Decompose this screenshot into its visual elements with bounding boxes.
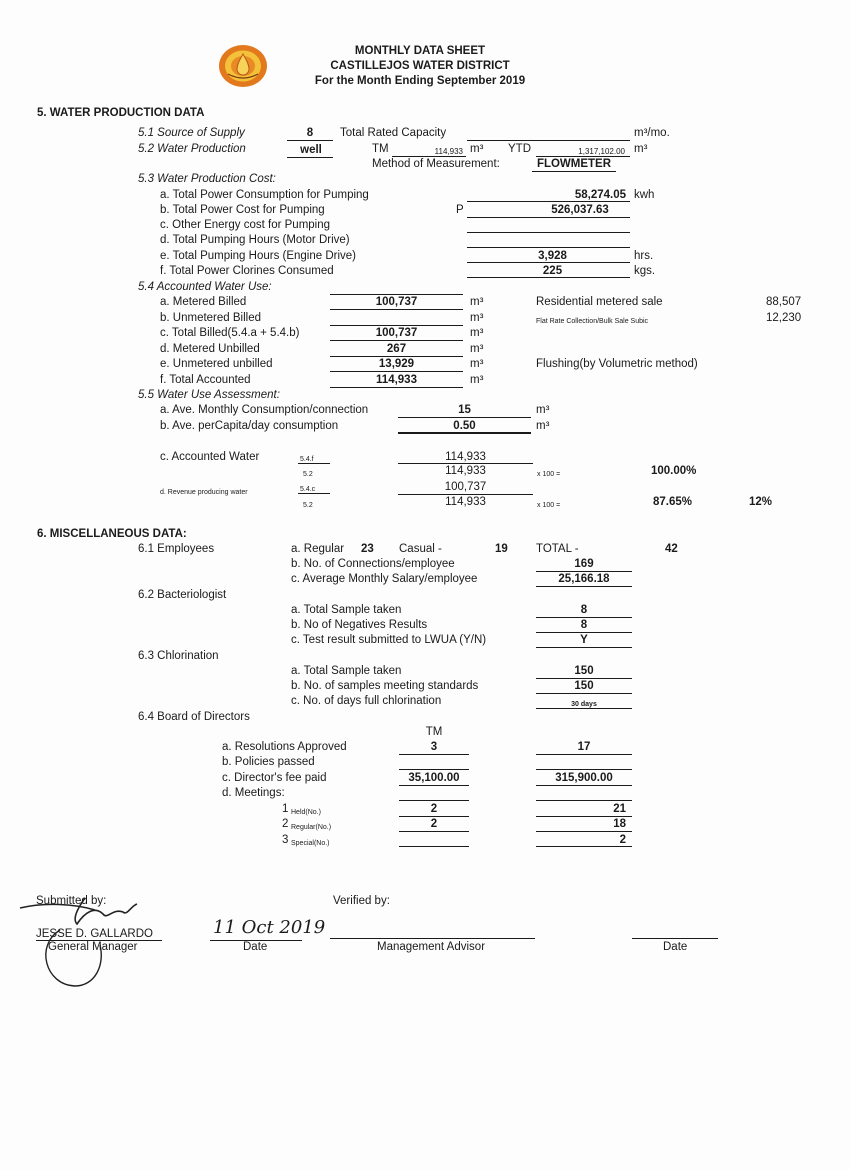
- method-label: Method of Measurement:: [372, 158, 500, 170]
- water-district-logo: [218, 44, 268, 88]
- unit-m3: m³: [536, 420, 550, 432]
- cost-c-label: c. Other Energy cost for Pumping: [160, 219, 331, 231]
- bact-b-label: b. No of Negatives Results: [291, 619, 428, 631]
- chlorination-title: 6.3 Chlorination: [138, 650, 219, 662]
- use-f-label: f. Total Accounted: [160, 374, 251, 386]
- connections-label: b. No. of Connections/employee: [291, 558, 455, 570]
- regular-meeting-tm: 2: [430, 818, 438, 830]
- tm-unit: m³: [470, 143, 484, 155]
- use-d-value: 267: [386, 343, 407, 355]
- handwritten-date: 11 Oct 2019: [213, 917, 326, 938]
- method-value: FLOWMETER: [536, 158, 612, 170]
- date-label: Date: [243, 941, 268, 953]
- use-title: 5.4 Accounted Water Use:: [138, 281, 272, 293]
- policies-label: b. Policies passed: [222, 756, 315, 768]
- multiplier: x 100 =: [537, 471, 561, 478]
- submitted-by-label: Submitted by:: [36, 895, 107, 907]
- total-label: TOTAL -: [536, 543, 579, 555]
- verified-by-label: Verified by:: [333, 895, 390, 907]
- meeting-2-num: 2: [282, 818, 289, 830]
- use-e-value: 13,929: [378, 358, 415, 370]
- cost-title: 5.3 Water Production Cost:: [138, 173, 276, 185]
- ytd-production-value: 1,317,102.00: [578, 147, 625, 156]
- resolutions-label: a. Resolutions Approved: [222, 741, 347, 753]
- bact-c-label: c. Test result submitted to LWUA (Y/N): [291, 634, 487, 646]
- ytd-unit: m³: [634, 143, 648, 155]
- sheet-title: MONTHLY DATA SHEET: [354, 45, 486, 57]
- chlor-b-value: 150: [574, 680, 594, 692]
- unit-m3: m³: [470, 327, 484, 339]
- unit-m3: m³: [536, 404, 550, 416]
- accounted-water-label: c. Accounted Water: [160, 451, 260, 463]
- bact-a-value: 8: [580, 604, 588, 616]
- rated-capacity-unit: m³/mo.: [634, 127, 670, 139]
- residential-value: 88,507: [766, 296, 802, 308]
- held-label: Held(No.): [291, 809, 321, 816]
- unit-m3: m³: [470, 358, 484, 370]
- production-type: well: [300, 144, 322, 156]
- bact-a-label: a. Total Sample taken: [291, 604, 402, 616]
- signatory-name: JESSE D. GALLARDO: [36, 928, 153, 940]
- use-e-label: e. Unmetered unbilled: [160, 358, 273, 370]
- special-meeting-label: Special(No.): [291, 840, 330, 847]
- bacteriologist-title: 6.2 Bacteriologist: [138, 589, 227, 601]
- ref-5-2: 5.2: [303, 471, 313, 478]
- signatory-position: General Manager: [48, 941, 138, 953]
- production-label: 5.2 Water Production: [138, 143, 246, 155]
- revenue-numerator: 100,737: [444, 481, 487, 493]
- bact-b-value: 8: [580, 619, 588, 631]
- regular-meeting-label: Regular(No.): [291, 824, 332, 831]
- casual-label: Casual -: [399, 543, 442, 555]
- section-5-title: 5. WATER PRODUCTION DATA: [37, 107, 205, 119]
- assess-title: 5.5 Water Use Assessment:: [138, 389, 280, 401]
- unit-m3: m³: [470, 312, 484, 324]
- unit-m3: m³: [470, 296, 484, 308]
- total-value: 42: [665, 543, 678, 555]
- chlor-c-value: 30 days: [571, 701, 597, 708]
- flat-rate-value: 12,230: [766, 312, 802, 324]
- fee-ytd: 315,900.00: [555, 772, 613, 784]
- revenue-denominator: 114,933: [445, 496, 486, 508]
- regular-label: a. Regular: [291, 543, 345, 555]
- residential-label: Residential metered sale: [536, 296, 663, 308]
- assess-a-value: 15: [458, 404, 471, 416]
- chlor-c-label: c. No. of days full chlorination: [291, 695, 442, 707]
- accounted-numerator: 114,933: [445, 451, 486, 463]
- unit-m3: m³: [470, 374, 484, 386]
- use-a-value: 100,737: [375, 296, 418, 308]
- salary-value: 25,166.18: [558, 573, 610, 585]
- chlor-b-label: b. No. of samples meeting standards: [291, 680, 479, 692]
- period: For the Month Ending September 2019: [314, 75, 526, 87]
- ref-5-4-c: 5.4.c: [300, 486, 316, 493]
- revenue-result: 87.65%: [653, 496, 693, 508]
- chlor-a-value: 150: [574, 665, 594, 677]
- cost-f-label: f. Total Power Clorines Consumed: [160, 265, 334, 277]
- board-title: 6.4 Board of Directors: [138, 711, 250, 723]
- held-ytd: 21: [613, 803, 626, 815]
- assess-b-label: b. Ave. perCapita/day consumption: [160, 420, 339, 432]
- cost-b-value: 526,037.63: [551, 204, 609, 216]
- held-tm: 2: [430, 803, 438, 815]
- regular-value: 23: [361, 543, 374, 555]
- multiplier: x 100 =: [537, 502, 561, 509]
- date-label-2: Date: [663, 941, 688, 953]
- cost-a-unit: kwh: [634, 189, 655, 201]
- ytd-label: YTD: [508, 143, 531, 155]
- flat-rate-label: Flat Rate Collection/Bulk Sale Subic: [536, 318, 649, 325]
- tm-header: TM: [425, 726, 443, 738]
- use-a-label: a. Metered Billed: [160, 296, 247, 308]
- resolutions-ytd: 17: [577, 741, 591, 753]
- bact-c-value: Y: [580, 634, 588, 646]
- cost-e-unit: hrs.: [634, 250, 654, 262]
- special-meeting-ytd: 2: [619, 834, 626, 846]
- non-revenue-percent: 12%: [749, 496, 773, 508]
- cost-f-unit: kgs.: [634, 265, 656, 277]
- tm-label: TM: [372, 143, 389, 155]
- source-value: 8: [306, 127, 314, 139]
- source-label: 5.1 Source of Supply: [138, 127, 245, 139]
- revenue-water-label: d. Revenue producing water: [160, 489, 248, 496]
- cost-b-label: b. Total Power Cost for Pumping: [160, 204, 325, 216]
- accounted-result: 100.00%: [651, 465, 697, 477]
- fee-tm: 35,100.00: [408, 772, 460, 784]
- use-c-value: 100,737: [375, 327, 418, 339]
- accounted-denominator: 114,933: [445, 465, 486, 477]
- chlor-a-label: a. Total Sample taken: [291, 665, 402, 677]
- peso-sign: P: [456, 204, 464, 216]
- cost-e-value: 3,928: [538, 250, 567, 262]
- ref-5-4-f: 5.4.f: [300, 456, 314, 463]
- fee-label: c. Director's fee paid: [222, 772, 327, 784]
- cost-f-value: 225: [542, 265, 563, 277]
- tm-production-value: 114,933: [434, 147, 463, 156]
- unit-m3: m³: [470, 343, 484, 355]
- meetings-label: d. Meetings:: [222, 787, 285, 799]
- section-6-title: 6. MISCELLANEOUS DATA:: [37, 528, 187, 540]
- salary-label: c. Average Monthly Salary/employee: [291, 573, 478, 585]
- cost-a-value: 58,274.05: [574, 189, 626, 201]
- regular-meeting-ytd: 18: [613, 818, 626, 830]
- employees-title: 6.1 Employees: [138, 543, 215, 555]
- use-d-label: d. Metered Unbilled: [160, 343, 260, 355]
- assess-b-value: 0.50: [453, 420, 476, 432]
- casual-value: 19: [495, 543, 508, 555]
- meeting-3-num: 3: [282, 834, 289, 846]
- use-c-label: c. Total Billed(5.4.a + 5.4.b): [160, 327, 300, 339]
- resolutions-tm: 3: [430, 741, 438, 753]
- cost-e-label: e. Total Pumping Hours (Engine Drive): [160, 250, 357, 262]
- advisor-label: Management Advisor: [377, 941, 486, 953]
- cost-d-label: d. Total Pumping Hours (Motor Drive): [160, 234, 350, 246]
- use-b-label: b. Unmetered Billed: [160, 312, 261, 324]
- connections-value: 169: [574, 558, 594, 570]
- meeting-1-num: 1: [282, 803, 289, 815]
- rated-capacity-label: Total Rated Capacity: [340, 127, 447, 139]
- district-name: CASTILLEJOS WATER DISTRICT: [330, 60, 510, 72]
- cost-a-label: a. Total Power Consumption for Pumping: [160, 189, 369, 201]
- use-f-value: 114,933: [376, 374, 417, 386]
- assess-a-label: a. Ave. Monthly Consumption/connection: [160, 404, 369, 416]
- ref-5-2: 5.2: [303, 502, 313, 509]
- flushing-label: Flushing(by Volumetric method): [536, 358, 698, 370]
